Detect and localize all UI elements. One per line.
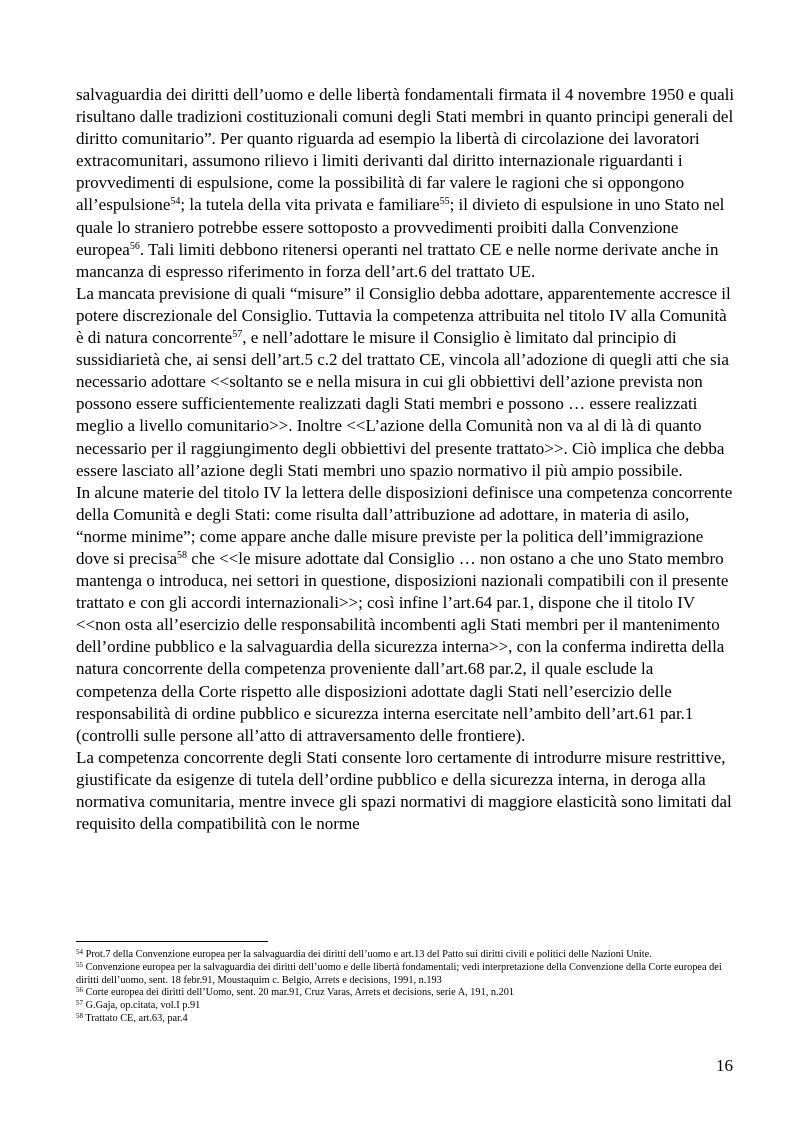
paragraph-p3 (76, 482, 736, 747)
text-segment: salvaguardia dei diritti dell’uomo e delle libertà fondamentali firmata il 4 novembre 1950 e quali risultano dalle tradizioni costituzionali comuni degli Stati membri in quanto principi generali del diritto comunitario”. Per quanto riguarda ad esempio la libertà di circolazione dei lavoratori extracomunitari, assumono rilievo i limiti derivanti dal diritto internazionale riguardanti i provvedimenti di espulsione, come la possibilità di far valere le ragioni che si oppongono all’espulsione (76, 85, 735, 215)
footnote-ref-55: 55 (439, 196, 450, 208)
footnote-separator (76, 941, 268, 942)
paragraph-p1 (76, 84, 736, 283)
footnote-number: 55 (76, 960, 83, 969)
footnote-number: 58 (76, 1011, 83, 1020)
footnote-ref-57: 57 (232, 329, 243, 341)
footnote-text: Corte europea dei diritti dell’Uomo, sent. 20 mar.91, Cruz Varas, Arrets et decisions, serie A, 191, n.201 (83, 987, 515, 999)
body-text (76, 84, 736, 835)
footnotes (76, 949, 746, 1026)
footnote-58 (76, 1013, 746, 1026)
footnote-54 (76, 949, 746, 962)
footnote-ref-54: 54 (170, 196, 181, 208)
footnote-text: Trattato CE, art.63, par.4 (83, 1012, 188, 1024)
footnote-57 (76, 1000, 746, 1013)
footnote-text: G.Gaja, op.citata, vol.I p.91 (83, 1000, 201, 1012)
text-segment: In alcune materie del titolo IV la lettera delle disposizioni definisce una competenza concorrente della Comunità e degli Stati: come risulta dall’attribuzione ad adottare, in materia di asilo, “norme minime”; come appare anche dalle misure previste per la politica dell’immigrazione dove si precisa (76, 482, 733, 568)
text-segment: ; la tutela della vita privata e familiare (180, 195, 440, 215)
text-segment: che <<le misure adottate dal Consiglio … non ostano a che uno Stato membro mantenga o introduca, nei settori in questione, disposizioni nazionali compatibili con il presente trattato e con gli accordi internazionali>>; così infine l’art.64 par.1, dispone che il titolo IV <<non osta all’esercizio delle responsabilità incombenti agli Stati membri per il mantenimento dell’ordine pubblico e la salvaguardia della sicurezza interna>>, con la conferma indiretta della natura concorrente della competenza proveniente dall’art.68 par.2, il quale esclude la competenza della Corte rispetto alle disposizioni adottate dagli Stati nell’esercizio delle responsabilità di ordine pubblico e sicurezza interna esercitate nell’ambito dell’art.61 par.1 (controlli sulle persone all’atto di attraversamento delle frontiere). (76, 548, 729, 745)
footnote-ref-56: 56 (129, 240, 140, 252)
footnote-number: 56 (76, 986, 83, 995)
paragraph-p4 (76, 747, 736, 835)
text-segment: . Tali limiti debbono ritenersi operanti nel trattato CE e nelle norme derivate anche in mancanza di espresso riferimento in forza dell’art.6 del trattato UE. (76, 239, 719, 281)
footnote-55 (76, 962, 746, 988)
footnote-number: 57 (76, 999, 83, 1008)
footnote-text: Prot.7 della Convenzione europea per la salvaguardia dei diritti dell’uomo e art.13 del Patto sui diritti civili e politici delle Nazioni Unite. (83, 949, 652, 960)
text-segment: La competenza concorrente degli Stati consente loro certamente di introdurre misure restrittive, giustificate da esigenze di tutela dell’ordine pubblico e della sicurezza interna, in deroga alla normativa comunitaria, mentre invece gli spazi normativi di maggiore elasticità sono limitati dal requisito della compatibilità con le norme (76, 747, 732, 834)
footnote-56 (76, 987, 746, 1000)
text-segment: , e nell’adottare le misure il Consiglio è limitato dal principio di sussidiarietà che, ai sensi dell’art.5 c.2 del trattato CE, vincola all’adozione di quegli atti che sia necessario adottare <<soltanto se e nella misura in cui gli obbiettivi dell’azione prevista non possono essere sufficientemente realizzati dagli Stati membri e possono … essere realizzati meglio a livello comunitario>>. Inoltre <<L’azione della Comunità non va al di là di quanto necessario per il raggiungimento degli obbiettivi del presente trattato>>. Ciò implica che debba essere lasciato all’azione degli Stati membri uno spazio normativo il più ampio possibile. (76, 328, 729, 480)
page-number: 16 (716, 1056, 733, 1075)
footnote-ref-58: 58 (177, 549, 188, 561)
text-segment: La mancata previsione di quali “misure” il Consiglio debba adottare, apparentemente accresce il potere discrezionale del Consiglio. Tuttavia la competenza attribuita nel titolo IV alla Comunità è di natura concorrente (76, 283, 731, 348)
footnote-text: Convenzione europea per la salvaguardia dei diritti dell’uomo e delle libertà fondamentali; vedi interpretazione della Convenzione della Corte europea dei diritti dell’uomo, sent. 18 febr.91, Moustaquim c. Belgio, Arrets e decisions, 1991, n.193 (76, 961, 722, 986)
footnote-number: 54 (76, 948, 83, 956)
paragraph-p2 (76, 283, 736, 482)
text-segment: ; il divieto di espulsione in uno Stato nel quale lo straniero potrebbe essere sottoposto a provvedimenti proibiti dalla Convenzione europea (76, 195, 725, 259)
